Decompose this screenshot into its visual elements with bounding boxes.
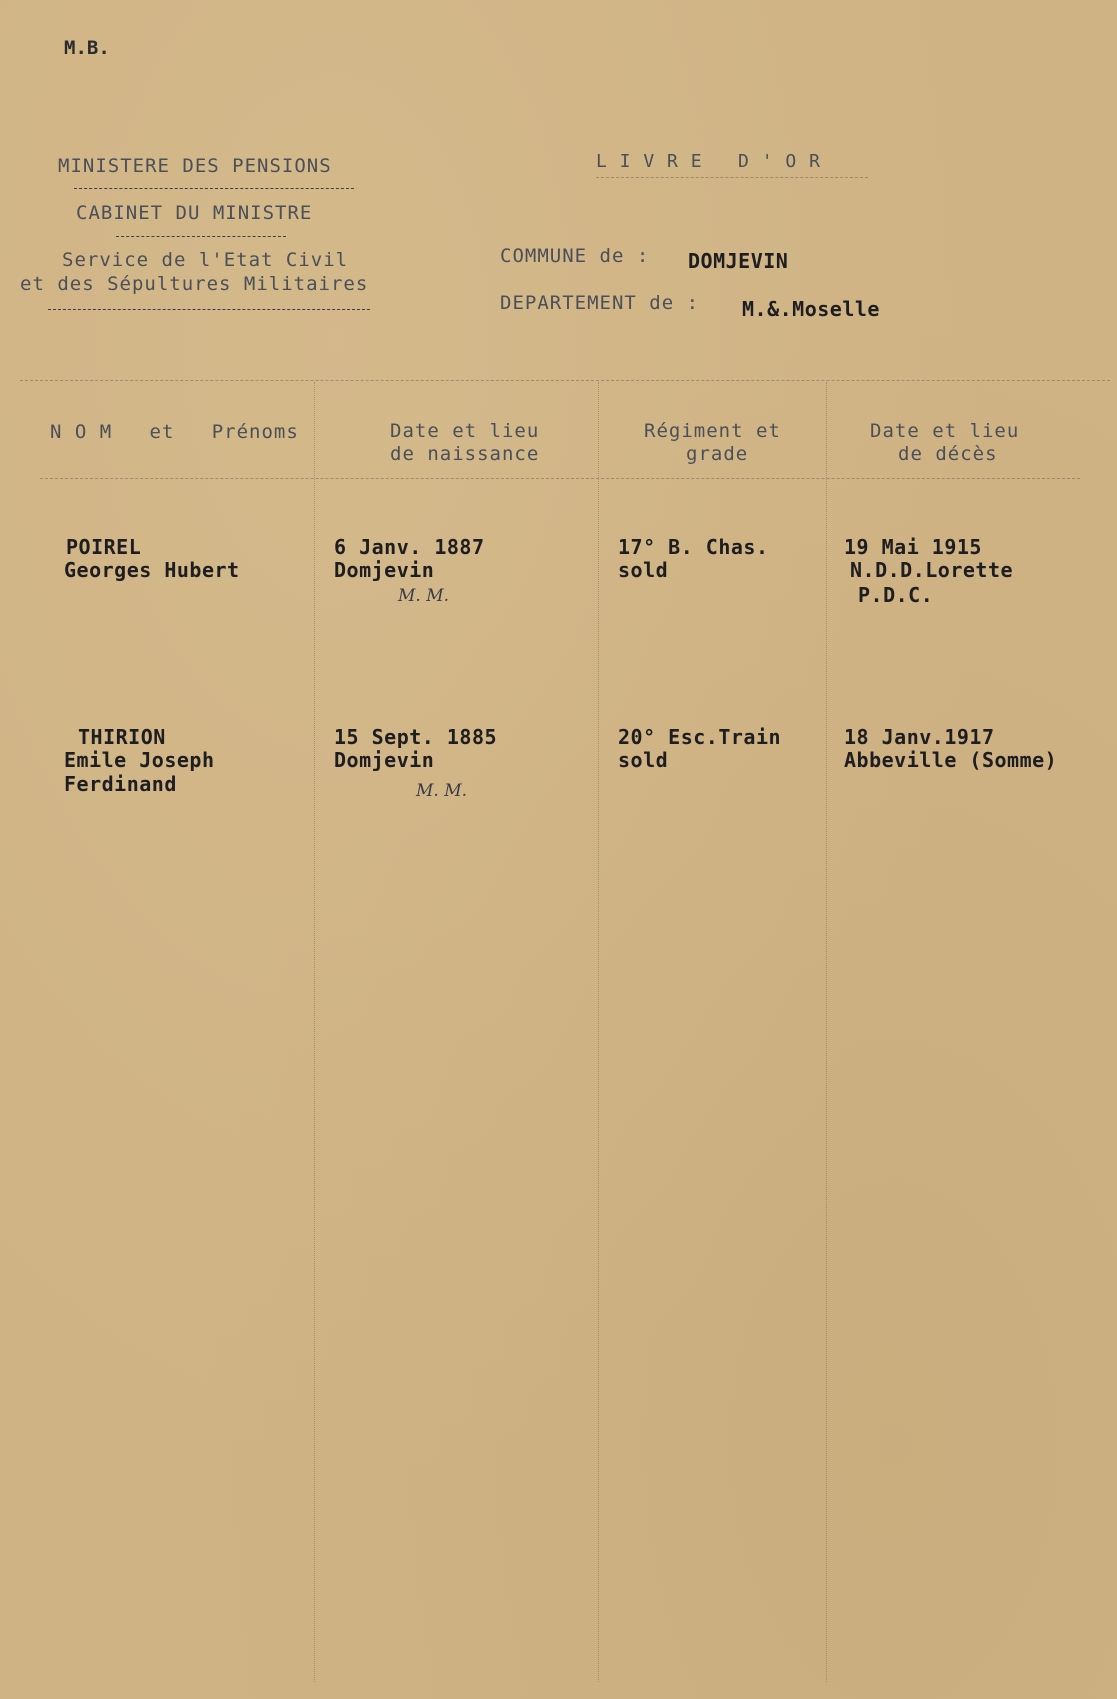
commune-value: DOMJEVIN [688,249,789,273]
table-top-rule [20,380,1110,381]
divider [48,309,370,310]
column-header-name: N O M et Prénoms [50,421,299,443]
column-header-death-2: de décès [898,443,998,465]
livre-dor-title: L I V R E D ' O R [596,151,821,172]
service-line-2: et des Sépultures Militaires [20,273,369,295]
ministry-heading: MINISTERE DES PENSIONS [58,155,332,177]
entry-birth-place: Domjevin [334,748,435,772]
column-header-birth-2: de naissance [390,443,540,465]
entry-death-place: N.D.D.Lorette [850,558,1014,582]
entry-death-place: Abbeville (Somme) [844,748,1058,772]
column-separator [826,382,827,1682]
entry-death-place-region: P.D.C. [858,583,934,607]
entry-given-names: Emile Joseph [64,748,215,772]
entry-surname: POIREL [66,535,142,559]
entry-given-names: Ferdinand [64,772,177,796]
column-header-regiment-1: Régiment et [644,420,781,442]
entry-birth-place: Domjevin [334,558,435,582]
entry-regiment: 20° Esc.Train [618,725,782,749]
column-separator [598,382,599,1682]
title-underline [596,177,868,178]
handwritten-annotation: M. M. [416,781,468,801]
entry-regiment: 17° B. Chas. [618,535,769,559]
handwritten-annotation: M. M. [398,586,450,606]
cabinet-heading: CABINET DU MINISTRE [76,202,313,224]
column-header-death-1: Date et lieu [870,420,1020,442]
departement-label: DEPARTEMENT de : [500,292,700,314]
entry-death-date: 19 Mai 1915 [844,535,982,559]
column-header-regiment-2: grade [686,443,749,465]
commune-label: COMMUNE de : [500,245,650,267]
entry-death-date: 18 Janv.1917 [844,725,995,749]
entry-surname: THIRION [78,725,166,749]
entry-grade: sold [618,558,669,582]
departement-value: M.&.Moselle [742,297,880,321]
divider [116,236,286,237]
entry-given-names: Georges Hubert [64,558,240,582]
entry-birth-date: 6 Janv. 1887 [334,535,485,559]
entry-birth-date: 15 Sept. 1885 [334,725,498,749]
table-header-rule [40,478,1080,479]
divider [74,188,354,189]
column-separator [314,382,315,1682]
document-reference: M.B. [64,37,110,59]
service-line-1: Service de l'Etat Civil [62,249,349,271]
entry-grade: sold [618,748,669,772]
column-header-birth-1: Date et lieu [390,420,540,442]
